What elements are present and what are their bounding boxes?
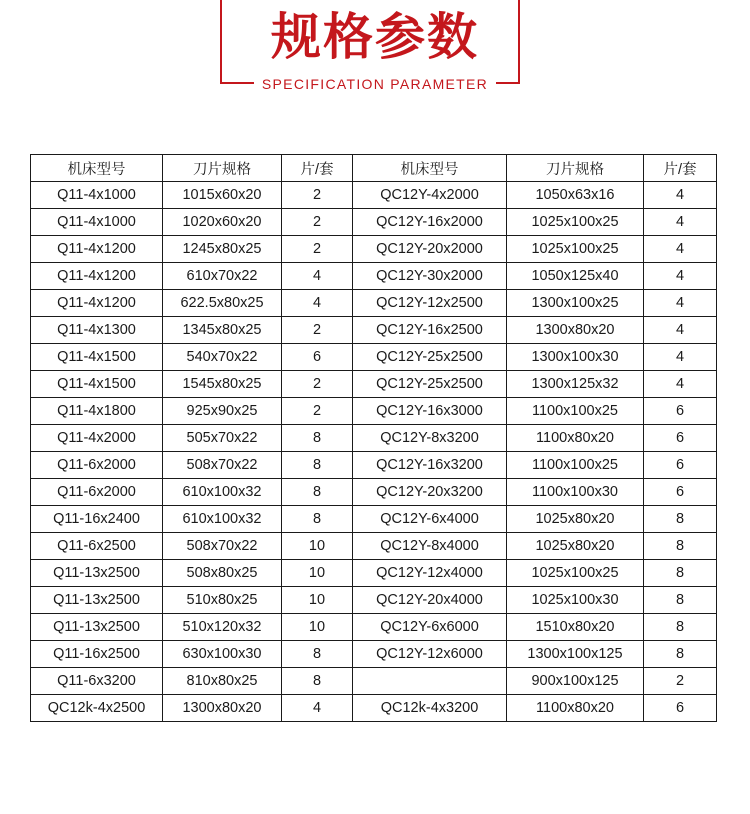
cell-machine-model: QC12Y-16x2000 [353,209,507,236]
cell-pieces-per-set: 4 [644,236,717,263]
table-row [31,290,717,317]
cell-machine-model: QC12Y-4x2000 [353,182,507,209]
cell-pieces-per-set: 6 [644,479,717,506]
cell-machine-model: Q11-13x2500 [31,587,163,614]
cell-pieces-per-set: 2 [282,182,353,209]
table-row [31,695,717,722]
cell-machine-model: QC12Y-25x2500 [353,371,507,398]
cell-machine-model: QC12Y-16x3000 [353,398,507,425]
cell-machine-model: QC12Y-30x2000 [353,263,507,290]
table-row [31,236,717,263]
cell-machine-model: QC12Y-16x2500 [353,317,507,344]
cell-pieces-per-set: 4 [644,371,717,398]
cell-blade-spec: 1025x100x25 [507,236,644,263]
cell-blade-spec: 1300x125x32 [507,371,644,398]
cell-machine-model: Q11-13x2500 [31,614,163,641]
table-row [31,506,717,533]
cell-blade-spec: 1100x80x20 [507,425,644,452]
cell-blade-spec: 1025x100x25 [507,560,644,587]
table-body [31,182,717,722]
cell-blade-spec: 1050x63x16 [507,182,644,209]
cell-machine-model: QC12Y-16x3200 [353,452,507,479]
cell-pieces-per-set: 4 [282,695,353,722]
cell-blade-spec: 1510x80x20 [507,614,644,641]
cell-pieces-per-set: 8 [282,479,353,506]
cell-machine-model: Q11-6x2000 [31,452,163,479]
cell-blade-spec: 508x80x25 [163,560,282,587]
table-row [31,263,717,290]
cell-machine-model: Q11-4x1200 [31,236,163,263]
cell-blade-spec: 508x70x22 [163,452,282,479]
cell-machine-model: QC12Y-6x6000 [353,614,507,641]
cell-machine-model: Q11-16x2400 [31,506,163,533]
cell-machine-model: Q11-6x3200 [31,668,163,695]
cell-pieces-per-set: 4 [644,182,717,209]
table-row [31,452,717,479]
table-header-row [31,155,717,182]
cell-blade-spec: 630x100x30 [163,641,282,668]
cell-machine-model: QC12Y-8x4000 [353,533,507,560]
cell-blade-spec: 1300x80x20 [163,695,282,722]
cell-blade-spec: 540x70x22 [163,344,282,371]
cell-pieces-per-set: 8 [282,668,353,695]
cell-blade-spec: 610x100x32 [163,506,282,533]
cell-pieces-per-set: 4 [644,317,717,344]
cell-pieces-per-set: 8 [644,587,717,614]
cell-machine-model: QC12Y-12x4000 [353,560,507,587]
cell-pieces-per-set: 8 [644,560,717,587]
cell-pieces-per-set: 4 [644,263,717,290]
spec-table [30,154,717,722]
table-row [31,209,717,236]
cell-pieces-per-set: 8 [282,452,353,479]
cell-pieces-per-set: 8 [282,506,353,533]
header-machine-model: 机床型号 [353,155,507,182]
cell-pieces-per-set: 2 [282,371,353,398]
cell-pieces-per-set: 2 [282,209,353,236]
cell-pieces-per-set: 6 [644,425,717,452]
cell-machine-model: QC12Y-6x4000 [353,506,507,533]
cell-blade-spec: 1100x100x25 [507,452,644,479]
cell-blade-spec: 1300x80x20 [507,317,644,344]
table-row [31,371,717,398]
cell-machine-model: Q11-6x2500 [31,533,163,560]
cell-pieces-per-set: 8 [644,533,717,560]
cell-machine-model: QC12Y-25x2500 [353,344,507,371]
table-row [31,317,717,344]
cell-pieces-per-set: 6 [644,452,717,479]
cell-pieces-per-set: 4 [282,263,353,290]
cell-blade-spec: 810x80x25 [163,668,282,695]
cell-blade-spec: 1100x100x25 [507,398,644,425]
cell-machine-model: Q11-4x1500 [31,371,163,398]
cell-pieces-per-set: 8 [644,506,717,533]
cell-pieces-per-set: 8 [282,425,353,452]
cell-pieces-per-set: 8 [282,641,353,668]
cell-machine-model: Q11-4x1300 [31,317,163,344]
page-title: 规格参数 [271,8,479,66]
cell-blade-spec: 508x70x22 [163,533,282,560]
cell-pieces-per-set: 4 [644,209,717,236]
cell-blade-spec: 1300x100x125 [507,641,644,668]
cell-pieces-per-set: 2 [282,317,353,344]
cell-pieces-per-set: 6 [282,344,353,371]
header-machine-model: 机床型号 [31,155,163,182]
header-blade-spec: 刀片规格 [163,155,282,182]
cell-pieces-per-set: 8 [644,641,717,668]
cell-machine-model: QC12k-4x2500 [31,695,163,722]
table-row [31,344,717,371]
cell-machine-model: QC12Y-20x2000 [353,236,507,263]
cell-blade-spec: 622.5x80x25 [163,290,282,317]
cell-blade-spec: 505x70x22 [163,425,282,452]
subtitle-wrapper [0,74,750,94]
cell-blade-spec: 1050x125x40 [507,263,644,290]
cell-pieces-per-set: 4 [644,344,717,371]
header-pieces-per-set: 片/套 [282,155,353,182]
cell-blade-spec: 1025x100x25 [507,209,644,236]
cell-blade-spec: 1345x80x25 [163,317,282,344]
table-row [31,425,717,452]
cell-pieces-per-set: 10 [282,560,353,587]
cell-machine-model: QC12Y-8x3200 [353,425,507,452]
cell-pieces-per-set: 2 [644,668,717,695]
cell-pieces-per-set: 10 [282,587,353,614]
cell-machine-model: Q11-4x1200 [31,290,163,317]
cell-machine-model: Q11-4x1800 [31,398,163,425]
cell-machine-model: QC12k-4x3200 [353,695,507,722]
cell-pieces-per-set: 2 [282,236,353,263]
cell-machine-model: Q11-16x2500 [31,641,163,668]
cell-blade-spec: 510x80x25 [163,587,282,614]
cell-blade-spec: 1025x100x30 [507,587,644,614]
cell-blade-spec: 925x90x25 [163,398,282,425]
header-pieces-per-set: 片/套 [644,155,717,182]
cell-machine-model: QC12Y-20x4000 [353,587,507,614]
cell-blade-spec: 1020x60x20 [163,209,282,236]
cell-machine-model: Q11-4x1200 [31,263,163,290]
cell-pieces-per-set: 10 [282,614,353,641]
table-row [31,668,717,695]
cell-blade-spec: 1545x80x25 [163,371,282,398]
table-row [31,614,717,641]
cell-blade-spec: 1025x80x20 [507,506,644,533]
cell-machine-model [353,668,507,695]
table-row [31,560,717,587]
cell-blade-spec: 1100x80x20 [507,695,644,722]
cell-machine-model: QC12Y-12x6000 [353,641,507,668]
cell-pieces-per-set: 2 [282,398,353,425]
cell-pieces-per-set: 10 [282,533,353,560]
cell-blade-spec: 1300x100x30 [507,344,644,371]
cell-blade-spec: 1245x80x25 [163,236,282,263]
cell-machine-model: Q11-6x2000 [31,479,163,506]
cell-machine-model: Q11-4x1500 [31,344,163,371]
table-row [31,587,717,614]
page-subtitle: SPECIFICATION PARAMETER [254,74,496,94]
cell-pieces-per-set: 8 [644,614,717,641]
table-row [31,182,717,209]
cell-pieces-per-set: 4 [282,290,353,317]
table-row [31,533,717,560]
cell-pieces-per-set: 6 [644,398,717,425]
cell-pieces-per-set: 6 [644,695,717,722]
cell-machine-model: Q11-13x2500 [31,560,163,587]
cell-blade-spec: 1015x60x20 [163,182,282,209]
header-blade-spec: 刀片规格 [507,155,644,182]
cell-blade-spec: 610x100x32 [163,479,282,506]
cell-machine-model: QC12Y-12x2500 [353,290,507,317]
cell-pieces-per-set: 4 [644,290,717,317]
cell-machine-model: Q11-4x1000 [31,209,163,236]
table-row [31,479,717,506]
cell-blade-spec: 510x120x32 [163,614,282,641]
cell-machine-model: QC12Y-20x3200 [353,479,507,506]
cell-blade-spec: 1025x80x20 [507,533,644,560]
cell-blade-spec: 1100x100x30 [507,479,644,506]
cell-machine-model: Q11-4x2000 [31,425,163,452]
cell-blade-spec: 1300x100x25 [507,290,644,317]
cell-machine-model: Q11-4x1000 [31,182,163,209]
table-row [31,398,717,425]
cell-blade-spec: 610x70x22 [163,263,282,290]
table-row [31,641,717,668]
cell-blade-spec: 900x100x125 [507,668,644,695]
